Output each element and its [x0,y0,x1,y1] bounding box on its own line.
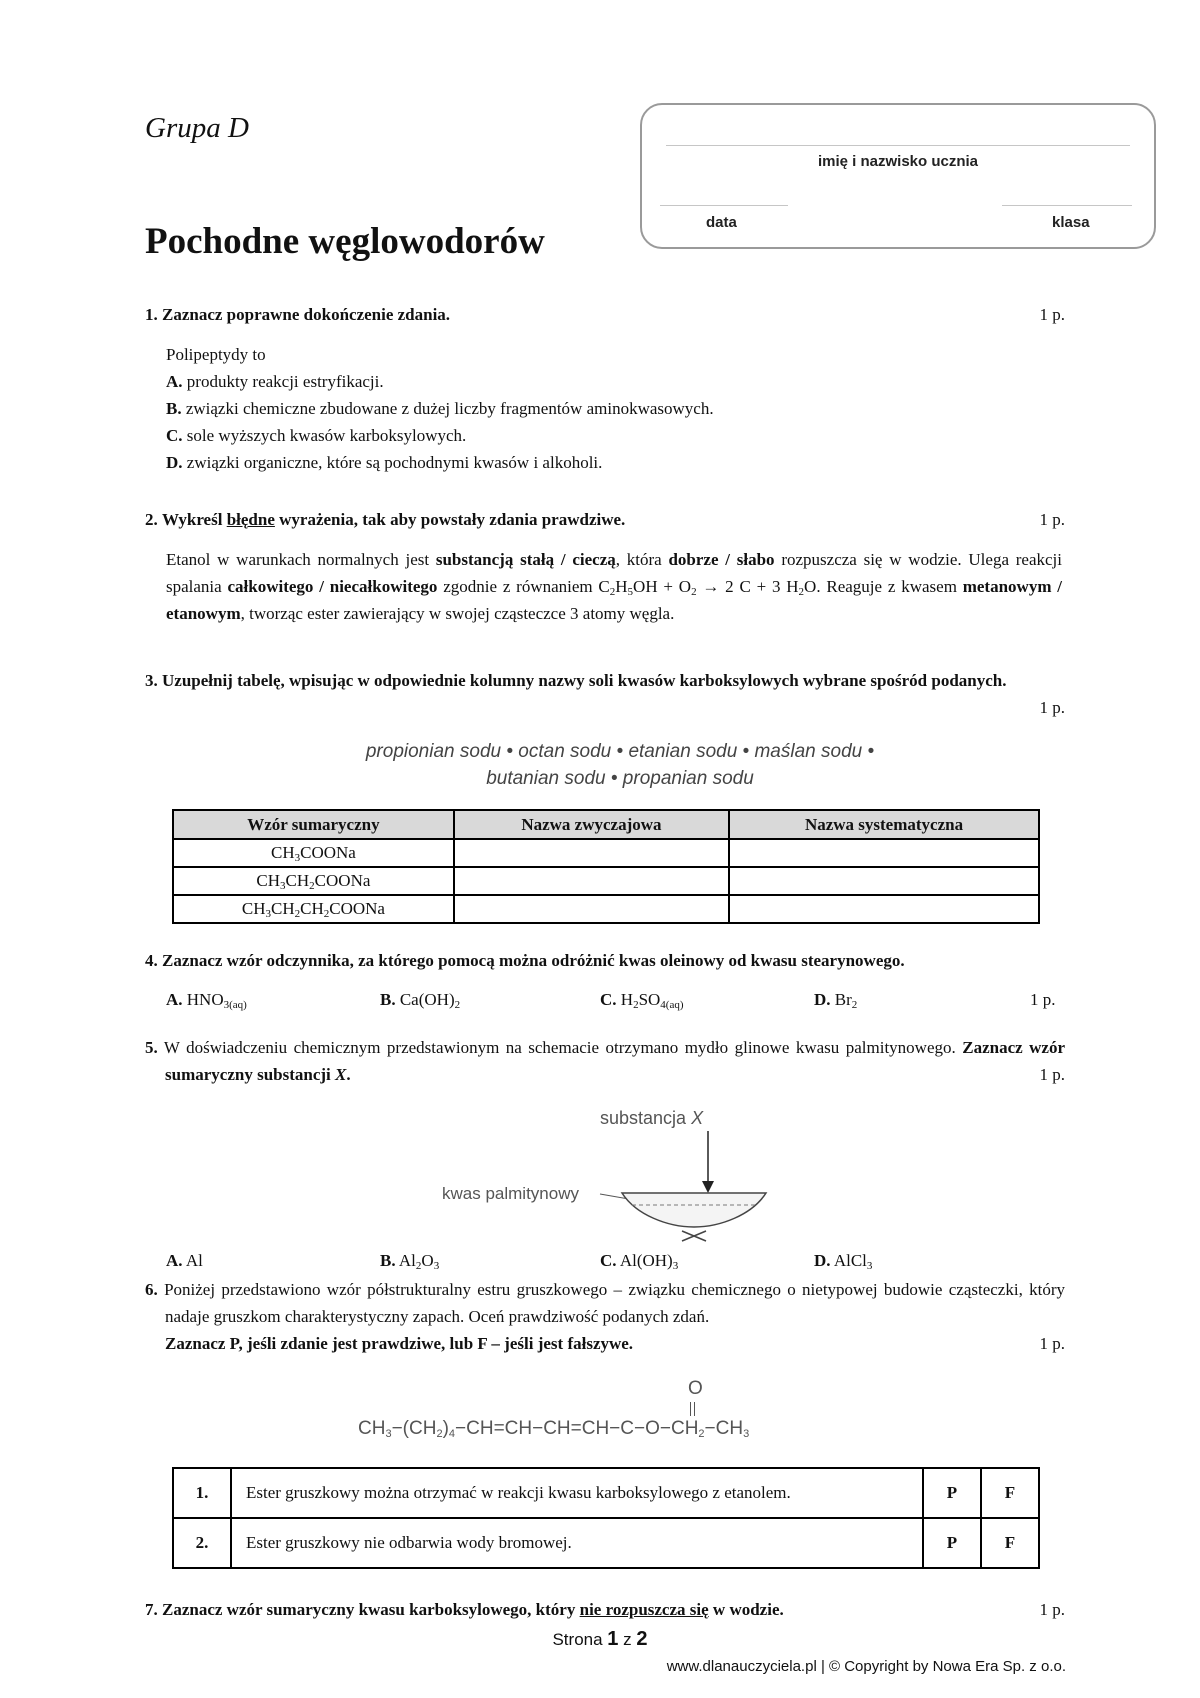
option-text: związki chemiczne zbudowane z dużej liczby fragmentów aminokwasowych. [185,399,714,418]
page-prefix: Strona [552,1630,603,1649]
formula-cell [173,867,454,895]
answer-cell[interactable] [729,839,1039,867]
table-row [173,895,1039,923]
name-line [666,145,1130,146]
subscript: 3 [385,1428,392,1440]
q5-instruction-var: X [335,1065,347,1084]
word-bank-line: propionian sodu • octan sodu • etanian sodu • maślan sodu • [365,741,875,762]
column-header: Nazwa zwyczajowa [454,810,729,839]
option-letter: A. [166,372,183,391]
q2-instruction-b: błędne [226,510,275,529]
q6-points: 1 p. [1039,1334,1065,1353]
q6-instruction-row [145,1330,1065,1357]
page-number [0,1628,1200,1651]
q2-text: OH + O [633,577,692,596]
q1-stem: Polipeptydy to [166,345,266,364]
class-label: klasa [1052,214,1090,231]
option-letter: B. [166,399,182,418]
q2-text: → 2 C + 3 H [702,577,799,596]
subscript: 2 [294,908,301,920]
formula-part: SO [638,990,661,1009]
page-title: Pochodne węglowodorów [145,221,545,262]
formula-part: H [620,990,634,1009]
subscript: 3(aq) [223,999,247,1011]
formula-cell [173,895,454,923]
subscript: 2 [851,999,858,1011]
q3-header [145,667,1065,694]
page-total: 2 [636,1628,648,1650]
arrow-head-icon [702,1181,714,1193]
double-bond [690,1402,695,1416]
q6-text: Poniżej przedstawiono wzór półstrukturalny estru gruszkowego – związku chemicznego o nietypowej budowie cząsteczki, który nadaje gruszkom charakterystyczny zapach. Oceń prawdziwość podanych zdań. [164,1280,1066,1326]
answer-cell[interactable] [454,895,729,923]
q4-option-d[interactable] [814,990,857,1010]
subscript: 4(aq) [660,999,684,1011]
group-label: Grupa D [145,112,249,144]
formula-cell [173,839,454,867]
q2-text: , która [615,550,662,569]
q3-points: 1 p. [1039,698,1065,717]
option-text: sole wyższych kwasów karboksylowych. [186,426,467,445]
diagram-label-acid: kwas palmitynowy [442,1184,579,1203]
carbonyl-oxygen: O [688,1378,703,1399]
q5-points: 1 p. [1039,1065,1065,1084]
subscript: 3 [433,1260,440,1272]
subscript: 3 [280,880,286,892]
subscript: 3 [265,908,271,920]
formula-part: CH [270,843,295,862]
q1-header [145,301,1065,328]
subscript: 2 [454,999,461,1011]
formula-part: CH [300,899,324,918]
q5-diagram [430,1105,790,1245]
formula-part: −CH [704,1418,744,1439]
q4-header [145,947,1065,974]
q5-option-b[interactable] [380,1251,439,1271]
q2-points: 1 p. [1039,510,1065,529]
option-letter: C. [600,1251,617,1270]
subscript: 3 [866,1260,873,1272]
q2-text: O. Reaguje z kwasem [804,577,957,596]
q2-text: rozpuszcza się w wodzie. Ulega reakcji spalania [166,550,1062,596]
evaporating-dish [622,1193,766,1227]
q5-option-c[interactable] [600,1251,678,1271]
q2-choice-combustion[interactable]: całkowitego / niecałkowitego [227,577,438,596]
subscript: 2 [698,1428,705,1440]
formula-part: AlCl [833,1251,867,1270]
q1-points: 1 p. [1039,305,1065,324]
q2-choice-acid[interactable]: metanowym / etanowym [166,577,1062,623]
option-letter: B. [380,1251,396,1270]
subscript: 2 [633,999,639,1011]
q3-number: 3. [145,671,158,690]
formula-part: HNO [186,990,224,1009]
q2-text: , tworząc ester zawierający w swojej cząsteczce 3 atomy węgla. [240,604,675,623]
q1-option-c[interactable] [166,422,1062,449]
formula-part: COONa [300,843,356,862]
q1-body [166,341,1062,476]
q1-number: 1. [145,305,158,324]
subscript: 2 [691,586,697,598]
q4-option-a[interactable] [166,990,247,1010]
q1-option-a[interactable] [166,368,1062,395]
q4-number: 4. [145,951,158,970]
date-line [660,205,788,206]
q5-instruction-end: . [346,1065,351,1084]
class-line [1002,205,1132,206]
true-option[interactable]: P [923,1468,981,1518]
q6-instruction: Zaznacz P, jeśli zdanie jest prawdziwe, lub F – jeśli jest fałszywe. [165,1334,634,1353]
subscript: 2 [323,908,330,920]
q2-number: 2. [145,510,158,529]
subscript: 3 [672,1260,679,1272]
statement-number: 1. [173,1468,231,1518]
formula-part: O [421,1251,434,1270]
true-option[interactable]: P [923,1518,981,1568]
subscript: 3 [743,1428,750,1440]
formula-part: CH [241,899,266,918]
option-letter: B. [380,990,396,1009]
option-letter: C. [600,990,617,1009]
answer-cell[interactable] [454,867,729,895]
false-option[interactable]: F [981,1468,1039,1518]
q4-option-b[interactable] [380,990,460,1010]
subscript: 4 [448,1428,456,1440]
formula-part: Br [834,990,852,1009]
q2-text: Etanol w warunkach normalnych jest [166,550,430,569]
option-letter: A. [166,990,183,1009]
q5-header [145,1034,1065,1088]
q3-word-bank [190,738,1050,792]
page-separator: z [623,1630,632,1649]
column-header: Nazwa systematyczna [729,810,1039,839]
q6-table [172,1467,1040,1569]
diagram-label-substance: substancja X [600,1108,704,1128]
table-row [173,1468,1039,1518]
subscript: 2 [415,1260,422,1272]
q1-option-d[interactable] [166,449,1062,476]
formula-part: CH [358,1418,386,1439]
q7-points: 1 p. [1039,1600,1065,1619]
q3-instruction: Uzupełnij tabelę, wpisując w odpowiednie kolumny nazwy soli kwasów karboksylowych wybrane spośród podanych. [162,671,1007,690]
q1-instruction: Zaznacz poprawne dokończenie zdania. [162,305,451,324]
answer-cell[interactable] [729,895,1039,923]
answer-cell[interactable] [729,867,1039,895]
student-info-box [640,103,1156,249]
formula-part: ) [442,1418,449,1439]
option-letter: A. [166,1251,183,1270]
formula-part: Al(OH) [619,1251,673,1270]
formula-part: Ca(OH) [399,990,455,1009]
subscript: 5 [627,586,634,598]
subscript: 2 [436,1428,443,1440]
copyright: www.dlanauczyciela.pl | © Copyright by Nowa Era Sp. z o.o. [666,1658,1066,1675]
formula-part: Al [185,1251,203,1270]
q2-header [145,506,1065,533]
q4-points: 1 p. [1030,990,1056,1009]
statement-text: Ester gruszkowy nie odbarwia wody bromowej. [231,1518,923,1568]
q4-instruction: Zaznacz wzór odczynnika, za którego pomocą można odróżnić kwas oleinowy od kwasu stearynowego. [162,951,905,970]
formula-part: −CH=CH−CH=CH−C−O−CH [455,1418,699,1439]
formula-part: CH [270,899,295,918]
q5-number: 5. [145,1038,158,1057]
q7-number: 7. [145,1600,158,1619]
subscript: 3 [294,852,301,864]
q1-option-b[interactable] [166,395,1062,422]
q6-header [145,1276,1065,1330]
answer-cell[interactable] [454,839,729,867]
subscript: 2 [798,586,805,598]
q2-instruction-a: Wykreśl [162,510,223,529]
table-row [173,839,1039,867]
formula-part: COONa [314,871,371,890]
statement-text: Ester gruszkowy można otrzymać w reakcji kwasu karboksylowego z etanolem. [231,1468,923,1518]
table-header-row [173,810,1039,839]
q2-choice-solubility[interactable]: dobrze / słabo [668,550,775,569]
table-row [173,1518,1039,1568]
word-bank-line: butanian sodu • propanian sodu [486,768,754,789]
option-letter: D. [814,990,831,1009]
q7-instruction-c: w wodzie. [712,1600,784,1619]
q7-instruction-b: nie rozpuszcza się [579,1600,709,1619]
statement-number: 2. [173,1518,231,1568]
ester-formula [358,1418,749,1440]
subscript: 2 [309,880,315,892]
false-option[interactable]: F [981,1518,1039,1568]
table-row [173,867,1039,895]
formula-part: Al [398,1251,416,1270]
q5-option-a[interactable] [166,1251,203,1271]
q2-choice-state[interactable]: substancją stałą / cieczą [435,550,616,569]
date-label: data [706,214,737,231]
q5-instruction: Zaznacz wzór sumaryczny substancji [165,1038,1065,1084]
q2-text: H [615,577,628,596]
formula-part: CH [285,871,310,890]
option-letter: D. [166,453,183,472]
name-label: imię i nazwisko ucznia [817,153,979,170]
option-letter: C. [166,426,183,445]
q2-text: zgodnie z równaniem C [443,577,610,596]
page-current: 1 [607,1628,619,1650]
formula-part: CH [256,871,281,890]
column-header: Wzór sumaryczny [173,810,454,839]
q5-option-d[interactable] [814,1251,872,1271]
q2-instruction-c: wyrażenia, tak aby powstały zdania prawdziwe. [279,510,626,529]
subscript: 2 [609,586,616,598]
q2-body [166,546,1062,627]
q4-option-c[interactable] [600,990,684,1010]
option-letter: D. [814,1251,831,1270]
q6-number: 6. [145,1280,158,1299]
q7-instruction-a: Zaznacz wzór sumaryczny kwasu karboksylowego, który [162,1600,576,1619]
heat-icon [682,1231,706,1241]
q5-text: W doświadczeniu chemicznym przedstawionym na schemacie otrzymano mydło glinowe kwasu palmitynowego. [163,1038,956,1057]
option-text: produkty reakcji estryfikacji. [186,372,384,391]
q7-header [145,1596,1065,1623]
formula-part: −(CH [391,1418,437,1439]
formula-part: COONa [329,899,385,918]
option-text: związki organiczne, które są pochodnymi kwasów i alkoholi. [186,453,603,472]
q3-table [172,809,1040,924]
